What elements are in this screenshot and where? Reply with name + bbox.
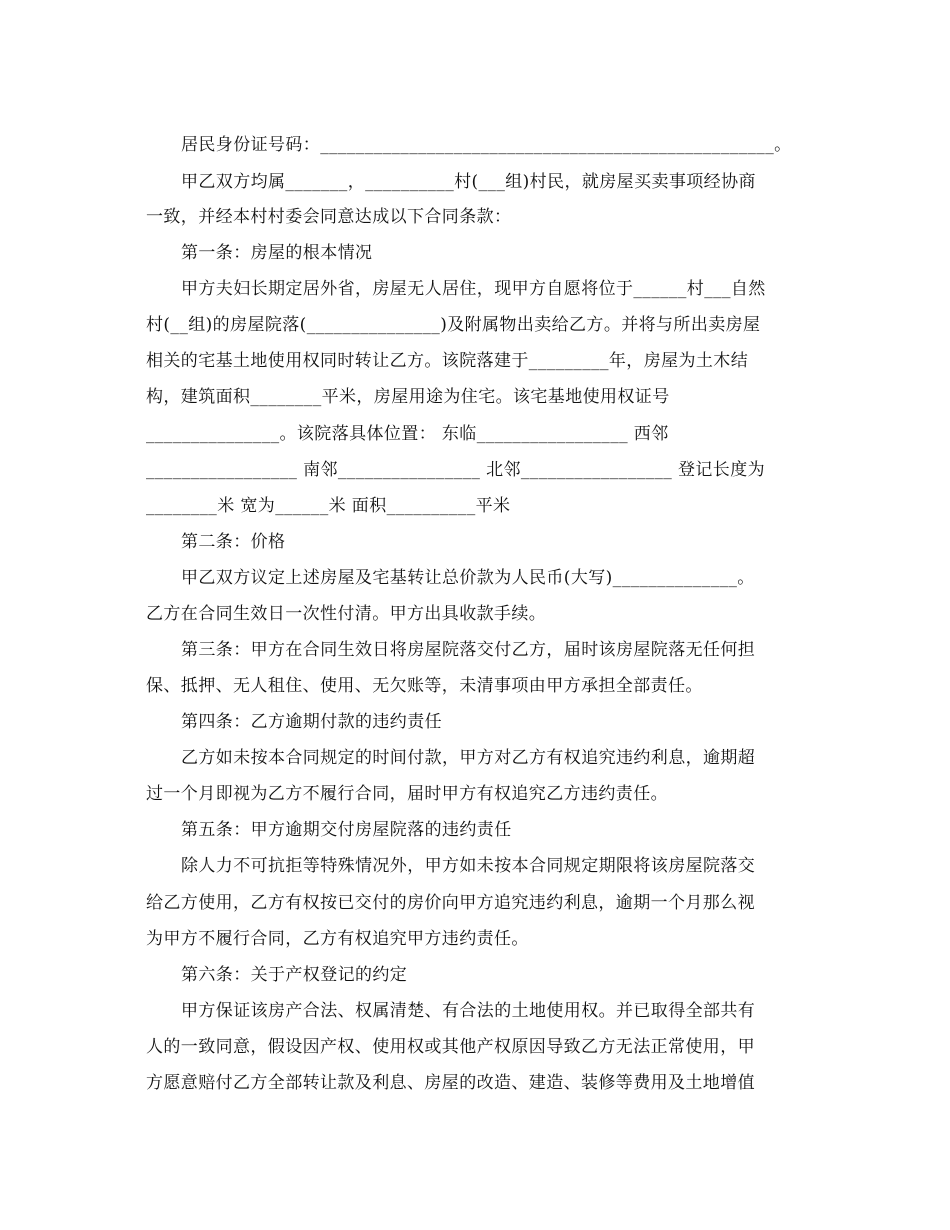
article-1-heading: 第一条：房屋的根本情况 — [181, 243, 373, 263]
paragraph-line: 甲乙双方议定上述房屋及宅基转让总价款为人民币(大写)______________。 — [181, 568, 755, 588]
paragraph-line: 保、抵押、无人租住、使用、无欠账等，未清事项由甲方承担全部责任。 — [146, 676, 703, 696]
paragraph-line: 为甲方不履行合同，乙方有权追究甲方违约责任。 — [146, 929, 529, 949]
paragraph-line: _______________。该院落具体位置： 东临_________________ 西邻 — [146, 424, 669, 444]
id-number-line: 居民身份证号码：___________________________________________________。 — [181, 135, 792, 155]
article-4-heading: 第四条：乙方逾期付款的违约责任 — [181, 712, 442, 732]
paragraph-line: 给乙方使用，乙方有权按已交付的房价向甲方追究违约利息，逾期一个月那么视 — [146, 893, 755, 913]
paragraph-line: 方愿意赔付乙方全部转让款及利息、房屋的改造、建造、装修等费用及土地增值 — [146, 1073, 755, 1093]
paragraph-line: 一致，并经本村村委会同意达成以下合同条款： — [146, 207, 512, 227]
paragraph-line: 甲方夫妇长期定居外省，房屋无人居住，现甲方自愿将位于______村___自然 — [181, 279, 766, 299]
paragraph-line: 乙方在合同生效日一次性付清。甲方出具收款手续。 — [146, 604, 547, 624]
paragraph-line: 过一个月即视为乙方不履行合同，届时甲方有权追究乙方违约责任。 — [146, 784, 668, 804]
article-6-heading: 第六条：关于产权登记的约定 — [181, 965, 408, 985]
paragraph-line: ________米 宽为______米 面积__________平米 — [146, 496, 511, 516]
article-5-heading: 第五条：甲方逾期交付房屋院落的违约责任 — [181, 820, 512, 840]
paragraph-line: 除人力不可抗拒等特殊情况外，甲方如未按本合同规定期限将该房屋院落交 — [181, 856, 756, 876]
paragraph-line: 村(__组)的房屋院落(_______________)及附属物出卖给乙方。并将与所出卖房屋 — [146, 315, 761, 335]
paragraph-line: _________________ 南邻________________ 北邻_________________ 登记长度为 — [146, 460, 766, 480]
paragraph-line: 构，建筑面积________平米，房屋用途为住宅。该宅基地使用权证号 — [146, 387, 670, 407]
paragraph-line: 人的一致同意，假设因产权、使用权或其他产权原因导致乙方无法正常使用，甲 — [146, 1037, 755, 1057]
article-2-heading: 第二条：价格 — [181, 532, 286, 552]
paragraph-line: 甲方保证该房产合法、权属清楚、有合法的土地使用权。并已取得全部共有 — [181, 1001, 756, 1021]
paragraph-line: 甲乙双方均属_______，__________村(___组)村民，就房屋买卖事项经协商 — [181, 172, 756, 192]
article-3-line: 第三条：甲方在合同生效日将房屋院落交付乙方，届时该房屋院落无任何担 — [181, 640, 756, 660]
paragraph-line: 乙方如未按本合同规定的时间付款，甲方对乙方有权追究违约利息，逾期超 — [181, 748, 756, 768]
paragraph-line: 相关的宅基土地使用权同时转让乙方。该院落建于_________年，房屋为土木结 — [146, 351, 749, 371]
